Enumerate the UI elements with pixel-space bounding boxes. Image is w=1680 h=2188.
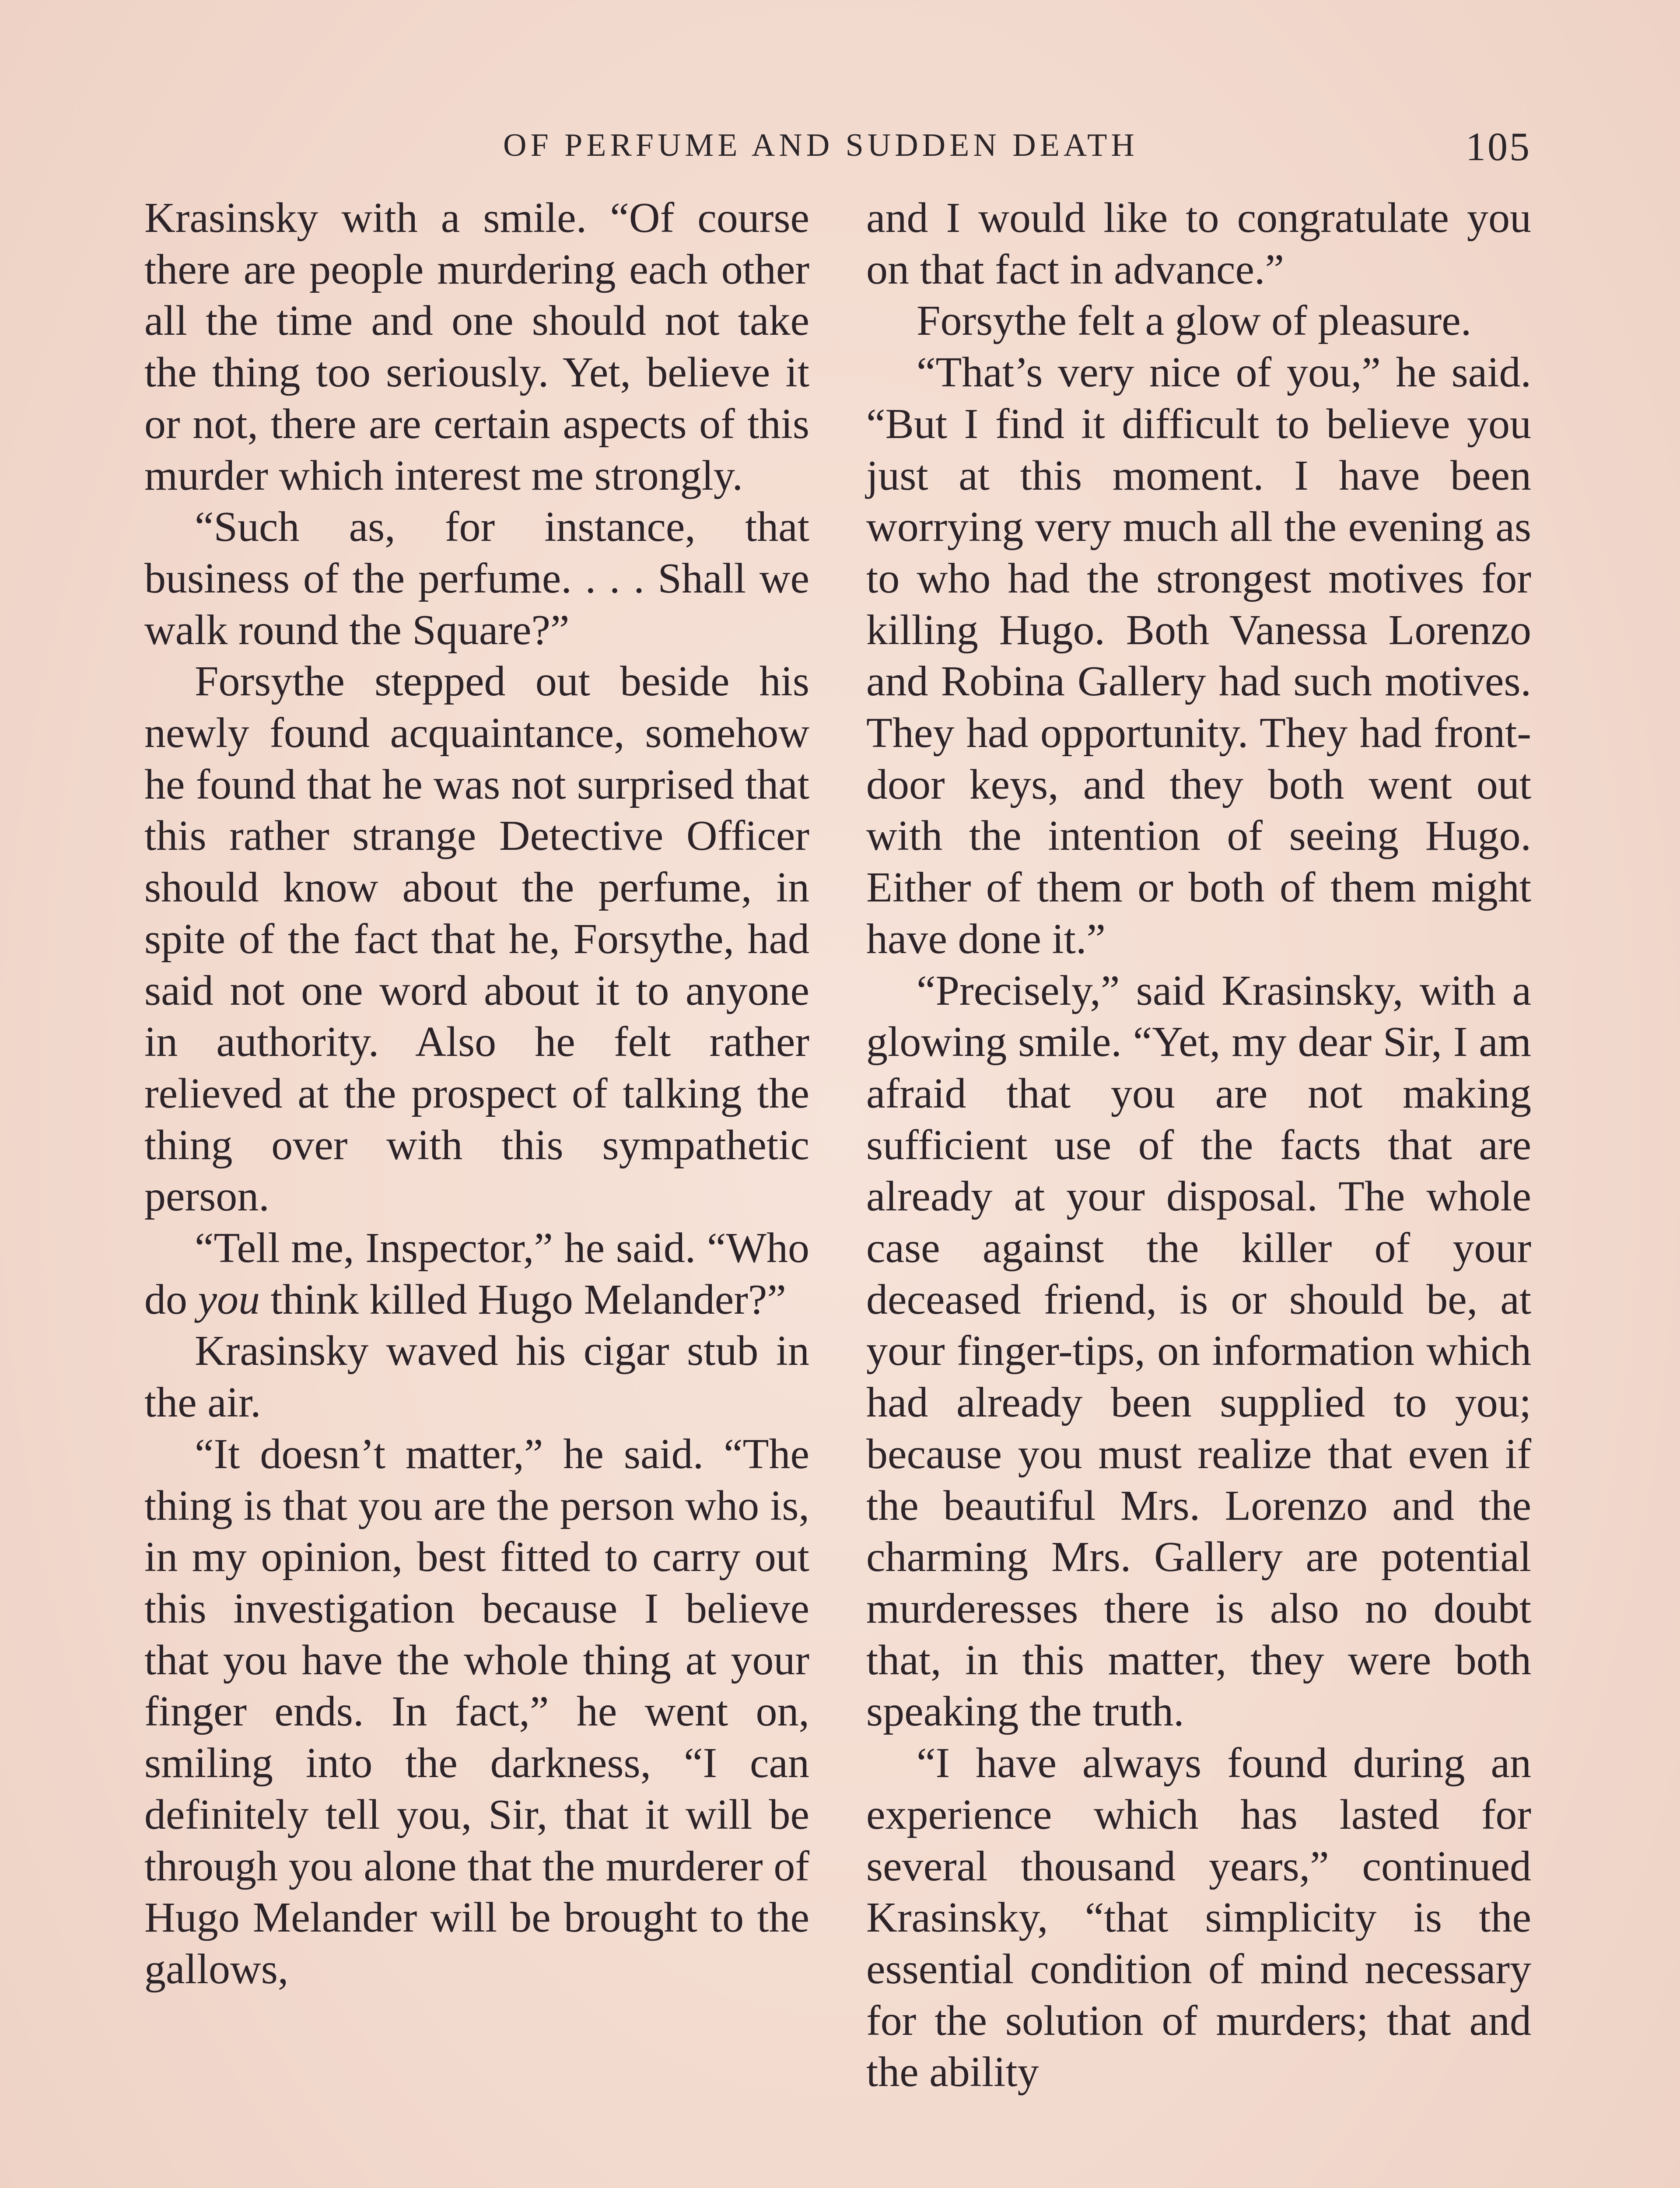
paragraph [144,1223,809,1325]
left-column [144,193,809,1995]
page-header [503,124,1531,175]
paragraph: “I have always found during an experience which has lasted for several thousand years,” continued Krasinsky, “that simplicity is the essential condition of mind necessary for the solution of murders; that and the ability [866,1739,1531,2096]
paragraph: and I would like to congratulate you on that fact in advance.” [866,194,1531,293]
paragraph: Forsythe stepped out beside his newly found acquaintance, somehow he found that he was not surprised that this rather strange Detective Officer should know about the perfume, in spite of the fact that he, Forsythe, had said not one word about it to anyone in authority. Also he felt rather relieved at the prospect of talking the thing over with this sympathetic person. [144,658,809,1220]
page-number: 105 [1466,124,1531,169]
emphasized-word: you [198,1276,260,1323]
paragraph: Forsythe felt a glow of pleasure. [917,297,1472,345]
paragraph-text-start: “Tell me, Inspector,” he said. “Who do [144,1224,809,1323]
paragraph: Krasinsky waved his cigar stub in the air. [144,1327,809,1427]
running-title: OF PERFUME AND SUDDEN DEATH [503,127,1138,163]
paragraph: “Such as, for instance, that business of the perfume. . . . Shall we walk round the Square?” [144,503,809,654]
paragraph: “Precisely,” said Krasinsky, with a glowing smile. “Yet, my dear Sir, I am afraid that you are not making sufficient use of the facts that are already at your disposal. The whole case against the killer of your deceased friend, is or should be, at your finger-tips, on information which had already been supplied to you; because you must realize that even if the beautiful Mrs. Lorenzo and the charming Mrs. Gallery are potential murderesses there is also no doubt that, in this matter, they were both speaking the truth. [866,967,1531,1736]
paragraph: Krasinsky with a smile. “Of course there are people murdering each other all the time and one should not take the thing too seriously. Yet, believe it or not, there are certain aspects of this murder which interest me strongly. [144,194,809,499]
paragraph: “It doesn’t matter,” he said. “The thing is that you are the person who is, in my opinion, best fitted to carry out this investigation because I believe that you have the whole thing at your finger ends. In fact,” he went on, smiling into the darkness, “I can definitely tell you, Sir, that it will be through you alone that the murderer of Hugo Melander will be brought to the gallows, [144,1430,809,1993]
right-column [866,193,1531,2098]
paragraph: “That’s very nice of you,” he said. “But I find it difficult to believe you just at this moment. I have been worrying very much all the evening as to who had the strongest motives for killing Hugo. Both Vanessa Lorenzo and Robina Gallery had such motives. They had opportunity. They had front-door keys, and they both went out with the intention of seeing Hugo. Either of them or both of them might have done it.” [866,349,1531,963]
paragraph-text-end: think killed Hugo Melander?” [260,1276,786,1323]
